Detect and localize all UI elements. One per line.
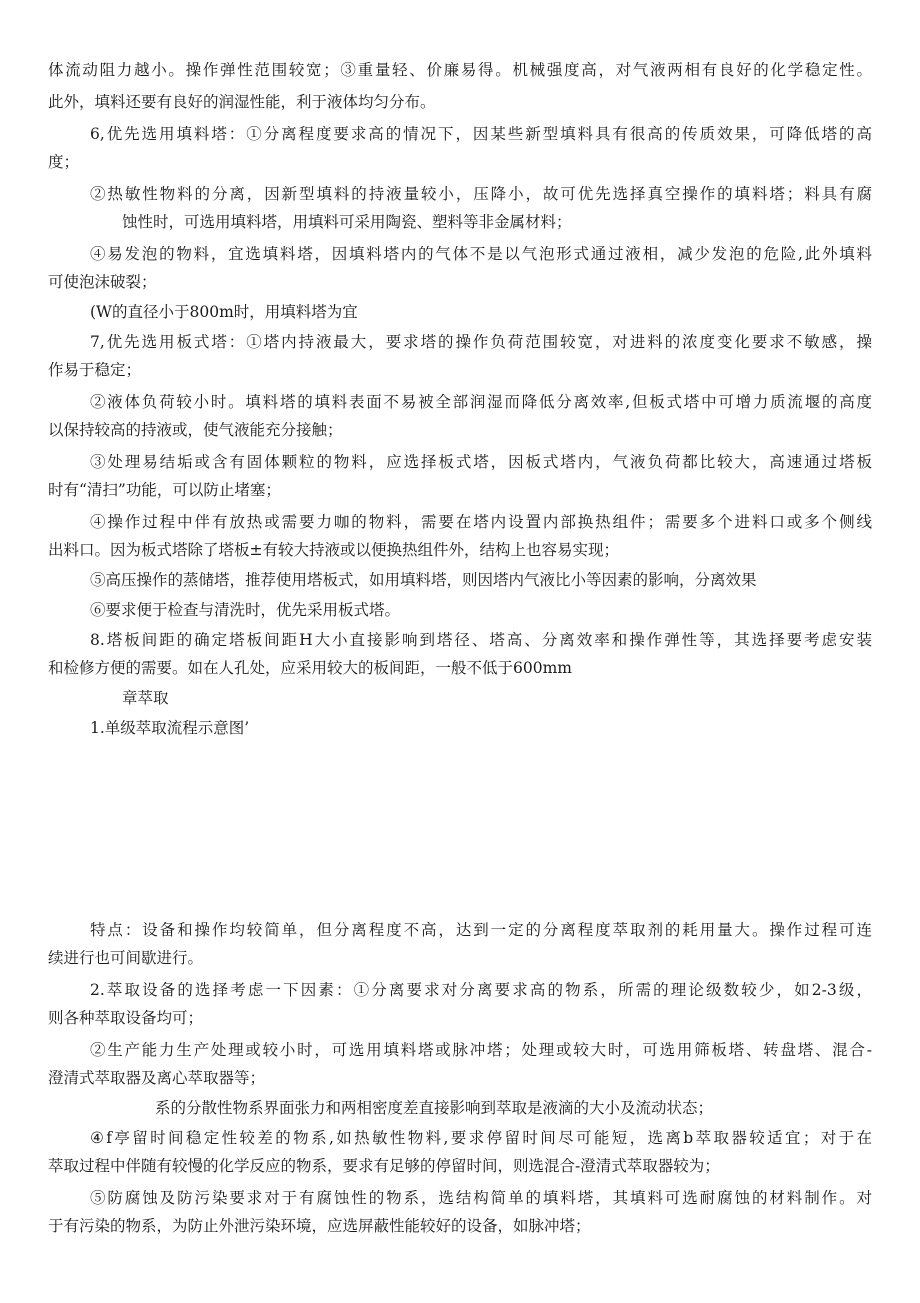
text-line: ⑥要求便于检查与清洗时，优先采用板式塔。 (90, 601, 401, 619)
text-line: 续进行也可间歇进行。 (48, 949, 204, 967)
figure-placeholder (48, 740, 872, 900)
section-heading: 章萃取 (122, 689, 169, 707)
text-line: 8.塔板间距的确定塔板间距H大小直接影响到塔径、塔高、分离效率和操作弹性等，其选择要考虑安装 (90, 631, 872, 649)
subsection-heading: 1.单级萃取流程示意图’ (90, 719, 250, 737)
text-line: 系的分散性物系界面张力和两相密度差直接影响到萃取是液滴的大小及流动状态； (155, 1099, 714, 1117)
text-line: 于有污染的物系，为防止外泄污染环境，应选屏蔽性能较好的设备，如脉冲塔； (48, 1217, 591, 1235)
text-line: ④f亭留时间稳定性较差的物系,如热敏性物料,要求停留时间尽可能短，选离b萃取器较适宜；对于在 (90, 1129, 872, 1147)
text-line: 和检修方便的需要。如在人孔处，应采用较大的板间距，一般不低于600mm (48, 659, 572, 677)
text-line: ②液体负荷较小时。填料塔的填料表面不易被全部润湿而降低分离效率,但板式塔中可增力质流堰的高度 (90, 393, 872, 411)
text-line: ②生产能力生产处理或较小时，可选用填料塔或脉冲塔；处理或较大时，可选用筛板塔、转盘塔、混合- (90, 1041, 872, 1059)
text-line: 6,优先选用填料塔：①分离程度要求高的情况下，因某些新型填料具有很高的传质效果，可降低塔的高 (90, 125, 872, 143)
text-line: 蚀性时，可选用填料塔，用填料可采用陶瓷、塑料等非金属材料； (122, 213, 572, 231)
text-line: 2.萃取设备的选择考虑一下因素：①分离要求对分离要求高的物系，所需的理论级数较少，如2-3级， (90, 981, 872, 999)
text-line: ③处理易结垢或含有固体颗粒的物料，应选择板式塔，因板式塔内，气液负荷都比较大，高速通过塔板 (90, 453, 872, 471)
text-line: ⑤防腐蚀及防污染要求对于有腐蚀性的物系，选结构简单的填料塔，其填料可选耐腐蚀的材料制作。对 (90, 1189, 872, 1207)
text-line: (W的直径小于800m时，用填料塔为宜 (90, 303, 358, 321)
text-line: ④操作过程中伴有放热或需要力咖的物料，需要在塔内设置内部换热组件；需要多个进料口或多个侧线 (90, 513, 872, 531)
text-line: 体流动阻力越小。操作弹性范围较宽；③重量轻、价廉易得。机械强度高，对气液两相有良好的化学稳定性。 (48, 61, 872, 79)
text-line: 作易于稳定； (48, 361, 142, 379)
text-line: 7,优先选用板式塔：①塔内持液最大，要求塔的操作负荷范围较宽，对进料的浓度变化要求不敏感，操 (90, 333, 872, 351)
text-line: ④易发泡的物料，宜选填料塔，因填料塔内的气体不是以气泡形式通过液相，减少发泡的危险,此外填料 (90, 245, 872, 263)
text-line: 以保持较高的持液或，使气液能充分接触； (48, 421, 343, 439)
text-line: 萃取过程中伴随有较慢的化学反应的物系，要求有足够的停留时间，则选混合-澄清式萃取器较为； (48, 1157, 720, 1175)
text-line: 特点：设备和操作均较简单，但分离程度不高，达到一定的分离程度萃取剂的耗用量大。操作过程可连 (90, 921, 872, 939)
text-line: 时有“清扫”功能，可以防止堵塞； (48, 481, 281, 499)
text-line: ⑤高压操作的蒸储塔，推荐使用塔板式，如用填料塔，则因塔内气液比小等因素的影响，分离效果 (90, 571, 757, 589)
text-line: 澄清式萃取器及离心萃取器等； (48, 1069, 266, 1087)
text-line: 可使泡沫破裂； (48, 273, 157, 291)
text-line: 出料口。因为板式塔除了塔板±有较大持液或以便换热组件外，结构上也容易实现； (48, 541, 619, 559)
text-line: ②热敏性物料的分离，因新型填料的持液量较小，压降小，故可优先选择真空操作的填料塔；料具有腐 (90, 185, 872, 203)
text-line: 则各种萃取设备均可； (48, 1009, 204, 1027)
text-line: 此外，填料还要有良好的润湿性能，利于液体均匀分布。 (48, 93, 436, 111)
text-line: 度； (48, 153, 80, 171)
